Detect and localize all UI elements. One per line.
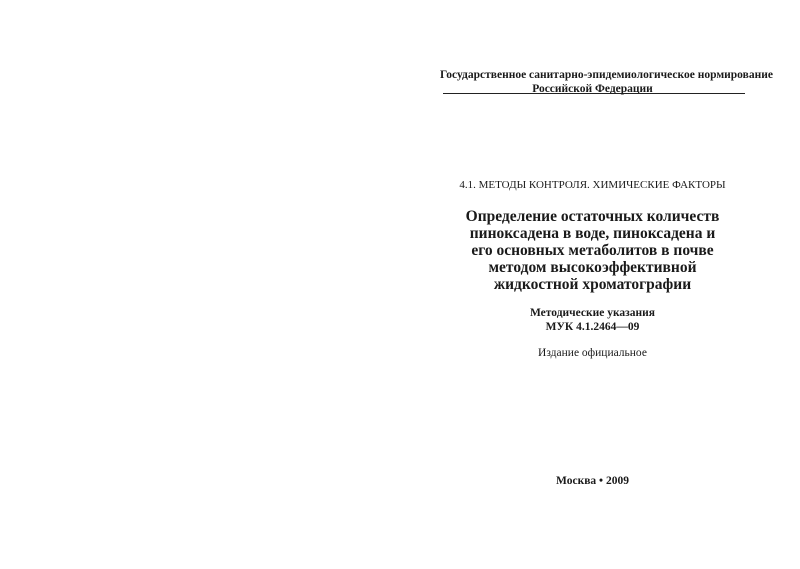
title-line-4: методом высокоэффективной [488, 259, 697, 276]
document-title [440, 208, 745, 293]
title-line-3: его основных метаболитов в почве [471, 242, 714, 259]
imprint: Москва • 2009 [556, 475, 629, 487]
series-heading: 4.1. МЕТОДЫ КОНТРОЛЯ. ХИМИЧЕСКИЕ ФАКТОРЫ [459, 179, 726, 191]
document-type [440, 306, 745, 334]
edition-note: Издание официальное [538, 347, 647, 359]
header-divider [443, 93, 745, 94]
title-line-1: Определение остаточных количеств [465, 208, 720, 225]
document-type-label: Методические указания [529, 307, 656, 319]
header-line-2: Российской Федерации [532, 83, 653, 95]
publisher-header [440, 68, 773, 96]
title-line-5: жидкостной хроматографии [493, 276, 692, 293]
document-code: МУК 4.1.2464—09 [545, 321, 640, 333]
header-line-1: Государственное санитарно-эпидемиологическое нормирование [440, 69, 773, 81]
title-line-2: пиноксадена в воде, пиноксадена и [469, 225, 716, 242]
